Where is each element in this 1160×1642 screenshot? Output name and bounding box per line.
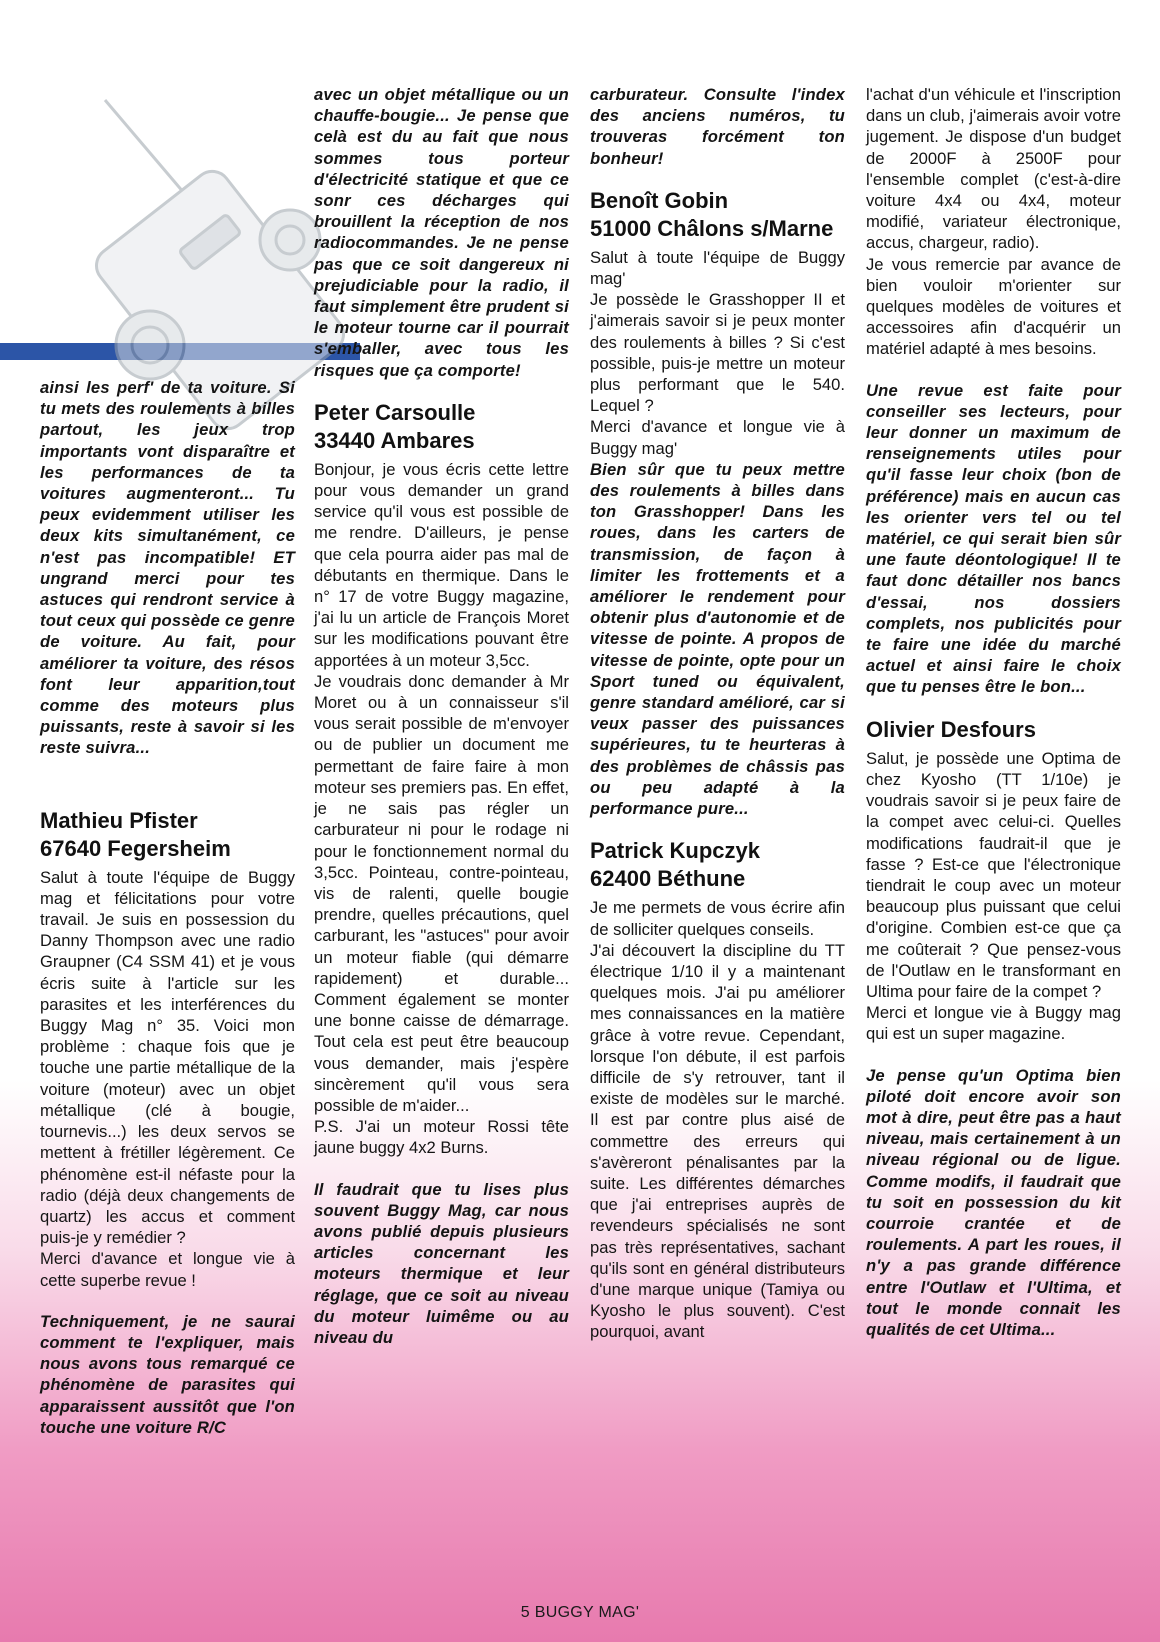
letter-author-name: Benoît Gobin (590, 187, 729, 213)
letter-body: Salut à toute l'équipe de Buggy mag' (590, 247, 845, 289)
letter-author-city: 67640 Fegersheim (40, 835, 231, 861)
letter-thanks: Merci d'avance et longue vie à cette superbe revue ! (40, 1249, 295, 1290)
reply-text: Je pense qu'un Optima bien piloté doit encore avoir son mot à dire, peut être pas a haut niveau, mais certainement à un niveau régional ou de ligue. Comme modifs, il faudrait que tu soit en possession du kit courroie crantée et de roulements. A part les roues, il n'y a pas grande différence entre l'Outlaw et l'Ultima, et tout le monde connait les qualités de cet Ultima... (866, 1065, 1121, 1339)
letter-author-city: 51000 Châlons s/Marne (590, 215, 834, 241)
column-4 (866, 84, 1121, 1340)
reply-text: ainsi les perf' de ta voiture. Si tu mets des roulements à billes partout, les jeux trop importants vont disparaître et les performances de ta voitures augmenteront... Tu peux evidemment utiliser les deux kits simultanément, ce n'est pas incompatible! ET ungrand merci pour tes astuces qui rendront service à tout ceux qui possède ce genre de voiture. Au fait, pour améliorer ta voiture, des résos font leur apparition,tout comme des moteurs plus puissants, reste à savoir si les reste suivra... (40, 378, 295, 758)
column-1 (40, 377, 295, 1438)
letter-thanks: Merci d'avance et longue vie à Buggy mag' (590, 417, 845, 458)
letter-body: Salut à toute l'équipe de Buggy mag et félicitations pour votre travail. Je suis en possession du Danny Thompson avec une radio Graupner (C4 SSM 41) et je vous écris suite à l'article sur les parasites et les interférences du Buggy Mag n° 35. Voici mon problème : chaque fois que je touche une partie métallique de la voiture (moteur) avec un objet métallique (clé à bougie, tournevis...) les deux servos se mettent à frétiller légèrement. Ce phénomène est-il néfaste pour la radio (déjà deux changements de quartz) les accus et comment puis-je y remédier ? (40, 867, 295, 1248)
reply-text: carburateur. Consulte l'index des anciens numéros, tu trouveras forcément ton bonheur! (590, 85, 845, 168)
reply-text: Bien sûr que tu peux mettre des roulements à billes dans ton Grasshopper! Dans les roues, dans les carters de transmission, de façon à limiter les frottements et a améliorer le rendement pour obtenir plus d'autonomie et de vitesse de pointe. A propos de vitesse de pointe, opte pour un Sport tuned ou équivalent, genre standard amélioré, car si veux passer des puissances supérieures, tu te heurteras à des problèmes de châssis pas ou peu adapté à la performance pure... (590, 459, 845, 819)
letter-body: Je voudrais donc demander à Mr Moret ou à un connaisseur s'il vous serait possible de m'envoyer ou de publier un document me permettant de faire faire à mon moteur ses premiers pas. En effet, je ne sais pas régler un carburateur ni pour le rodage ni pour le fonctionnement normal du 3,5cc. Pointeau, contre-pointeau, vis de ralenti, quelle bougie prendre, quelles précautions, quel carburant, les "astuces" pour avoir un moteur fiable (qui démarre rapidement) et durable... Comment également se monter une bonne caisse de démarrage. Tout cela est peut être beaucoup vous demander, mais j'espère sincèrement qu'il vous sera possible de m'aider... (314, 671, 569, 1115)
reply-text: Une revue est faite pour conseiller ses lecteurs, pour leur donner un maximum de renseignements utiles pour qu'il fasse leur choix (bon de préférence) mais en aucun cas les orienter vers tel ou tel matériel, ce qui serait bien sûr une faute déontologique! Il te faut donc détailler nos bancs d'essai, nos dossiers complets, nos publicités pour te faire une idée du marché actuel et ainsi faire le choix que tu penses être le bon... (866, 380, 1121, 697)
letter-body: Je possède le Grasshopper II et j'aimerais savoir si je peux monter des roulements à billes ? Si c'est possible, puis-je mettre un moteur plus performant que le 540. Lequel ? (590, 290, 845, 416)
letter-author-city: 33440 Ambares (314, 427, 475, 453)
reply-text: avec un objet métallique ou un chauffe-bougie... Je pense que celà est du au fait que nous sommes tous porteur d'électricité statique et que ce sonr ces décharges qui brouillent la réception de nos radiocommandes. Je ne pense pas que ce soit dangereux ni prejudiciable pour la radio, il faut simplement être prudent si le moteur tourne car il pourrait s'emballer, avec tous les risques que ça comporte! (314, 85, 569, 380)
letter-author-city: 62400 Béthune (590, 866, 746, 892)
letter-author-name: Peter Carsoulle (314, 399, 476, 425)
letter-author-name: Mathieu Pfister (40, 807, 198, 833)
reply-text: Il faudrait que tu lises plus souvent Buggy Mag, car nous avons publié depuis plusieurs articles concernant les moteurs thermique et leur réglage, que ce soit au niveau du moteur luimême ou au niveau du (314, 1179, 569, 1347)
letter-body: Salut, je possède une Optima de chez Kyosho (TT 1/10e) je voudrais savoir si je peux faire de la compet avec celui-ci. Quelles modifications faudrait-il que je fasse ? Est-ce que l'électronique tiendrait le coup avec un moteur beaucoup plus puissant que celui d'origine. Combien est-ce que ça me coûterait ? Que pensez-vous de l'Outlaw en le transformant en Ultima pour faire de la compet ? (866, 748, 1121, 1001)
column-2 (314, 84, 569, 1348)
reply-text: Techniquement, je ne saurai comment te l'expliquer, mais nous avons tous remarqué ce phénomène de parasites qui apparaissent aussitôt que l'on touche une voiture R/C (40, 1311, 295, 1437)
letter-author-name: Olivier Desfours (866, 716, 1036, 742)
column-3 (590, 84, 845, 1343)
letter-thanks: Je vous remercie par avance de bien vouloir m'orienter sur quelques modèles de voitures et accessoires afin d'acquérir un matériel adapté à mes besoins. (866, 254, 1121, 359)
letter-thanks: Merci et longue vie à Buggy mag qui est un super magazine. (866, 1003, 1121, 1044)
letter-body: Je me permets de vous écrire afin de solliciter quelques conseils. (590, 898, 845, 939)
letter-body: Bonjour, je vous écris cette lettre pour vous demander un grand service qu'il vous est possible de me rendre. D'ailleurs, je pense que cela pourra aider pas mal de débutants en thermique. Dans le n° 17 de votre Buggy magazine, j'ai lu un article de François Moret sur les modifications pouvant être apportées à un moteur 3,5cc. (314, 459, 569, 670)
letter-body: l'achat d'un véhicule et l'inscription dans un club, j'aimerais avoir votre jugement. Je dispose d'un budget de 2000F à 2500F pour l'ensemble complet (c'est-à-dire voiture 4x4 ou 4x4, moteur modifié, variateur électronique, accus, chargeur, radio). (866, 85, 1121, 253)
letter-author-name: Patrick Kupczyk (590, 838, 760, 864)
letter-body: J'ai découvert la discipline du TT électrique 1/10 il y a maintenant quelques mois. J'ai pu améliorer mes connaissances en la matière grâce à votre revue. Cependant, lorsque l'on débute, il est parfois difficile de s'y retrouver, tant il existe de modèles sur le marché. Il est par contre plus aisé de commettre des erreurs qui s'avèreront pénalisantes par la suite. Les différentes démarches que j'ai entreprises auprès de revendeurs spécialisés ne sont pas très représentatives, sachant qu'ils sont en général distributeurs d'une marque unique (Tamiya ou Kyosho le plus souvent). C'est pourquoi, avant (590, 940, 845, 1342)
page-footer: 5 BUGGY MAG' (520, 1604, 640, 1621)
letter-ps: P.S. J'ai un moteur Rossi tête jaune buggy 4x2 Burns. (314, 1117, 569, 1158)
